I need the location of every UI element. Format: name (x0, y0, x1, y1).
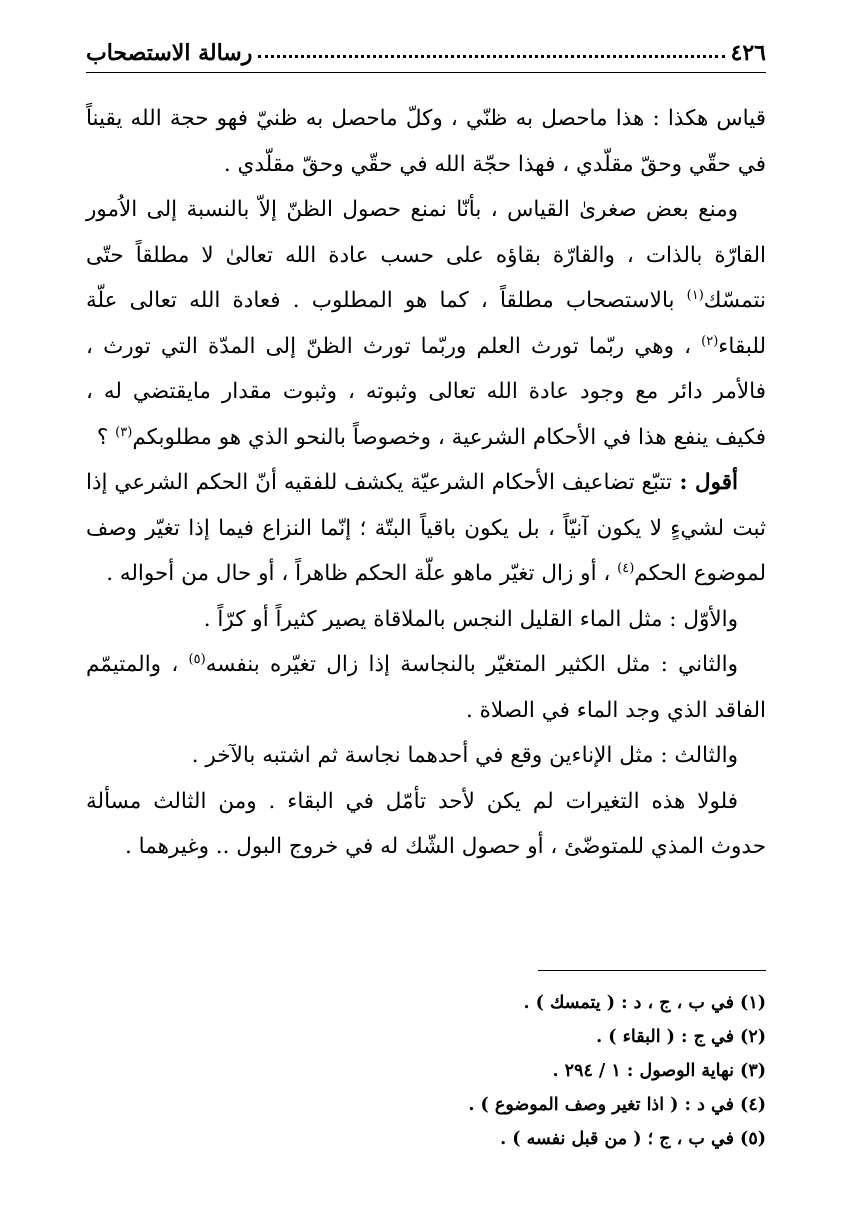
paragraph (86, 597, 766, 643)
paragraph (86, 96, 766, 187)
paragraph (86, 642, 766, 733)
footnote: (٢) في ج : ( البقاء ) . (596, 1027, 766, 1047)
paragraph (86, 187, 766, 460)
paragraph-text: والثالث : مثل الإناءين وقع في أحدهما نجاسة ثم اشتبه بالآخر . (191, 743, 738, 768)
footnote: (٤) في د : ( اذا تغير وصف الموضوع ) . (468, 1095, 766, 1115)
footnote: (٣) نهاية الوصول : ١ / ٢٩٤ . (552, 1061, 766, 1081)
paragraph-text: تتبّع تضاعيف الأحكام الشرعيّة يكشف للفقيه أنّ الحكم الشرعي إذا ثبت لشيءٍ لا يكون آنيّاً ، بل يكون باقياً البتّة ؛ إنّما النزاع فيما إذا تغيّر وصف لموضوع الحكم (86, 470, 766, 586)
footnote-reference: (٢) (701, 333, 719, 349)
footnote-separator (538, 970, 766, 971)
paragraph-text: فلولا هذه التغيرات لم يكن لأحد تأمّل في البقاء . ومن الثالث مسألة حدوث المذي للمتوضّئ ، أو حصول الشّك له في خروج البول .. وغيرهما . (86, 788, 766, 859)
footnotes (86, 986, 766, 1156)
running-title: رسالة الاستصحاب (86, 40, 253, 66)
header-rule (86, 72, 766, 73)
lead-keyword: أقول : (671, 470, 738, 495)
running-header (86, 30, 766, 66)
header-leader-dots (258, 54, 724, 58)
footnote: (٥) في ب ، ج ؛ ( من قبل نفسه ) . (500, 1129, 766, 1149)
footnote-reference: (٣) (115, 424, 133, 440)
footnote: (١) في ب ، ج ، د : ( يتمسك ) . (523, 993, 766, 1013)
paragraph (86, 733, 766, 779)
paragraph-text: ومنع بعض صغرىٰ القياس ، بأنّا نمنع حصول الظنّ إلاّ بالنسبة إلى الاُمور القارّة بالذات ، والقارّة بقاؤه على حسب عادة الله تعالىٰ لا مطلقاً حتّى نتمسّك (86, 197, 766, 313)
page-number: ٤٢٦ (730, 40, 766, 66)
paragraph-text: ، أو زال تغيّر ماهو علّة الحكم ظاهراً ، أو حال من أحواله . (106, 561, 618, 586)
paragraph-text: قياس هكذا : هذا ماحصل به ظنّي ، وكلّ ماحصل به ظنيّ فهو حجة الله يقيناً في حقّي وحقّ مقلّدي ، فهذا حجّة الله في حقّي وحقّ مقلّدي . (86, 106, 766, 177)
paragraph-text: ، والمتيمّم الفاقد الذي وجد الماء في الصلاة . (86, 652, 766, 723)
paragraph (86, 779, 766, 870)
paragraph (86, 460, 766, 597)
footnote-reference: (٤) (617, 560, 635, 576)
paragraph-text: بالاستصحاب مطلقاً ، كما هو المطلوب . فعادة الله تعالى علّة للبقاء (86, 288, 766, 359)
paragraph-text: والأوّل : مثل الماء القليل النجس بالملاقاة يصير كثيراً أو كرّاً . (203, 606, 738, 632)
paragraph-text: ؟ (96, 424, 116, 450)
footnote-reference: (١) (686, 287, 704, 303)
footnote-reference: (٥) (188, 651, 206, 667)
body-text (86, 96, 766, 870)
paragraph-text: ، وهي ربّما تورث العلم وربّما تورث الظنّ إلى المدّة التي تورث ، فالأمر دائر مع وجود عادة الله تعالى وثبوته ، وثبوت مقدار مايقتضي له ، فكيف ينفع هذا في الأحكام الشرعية ، وخصوصاً بالنحو الذي هو مطلوبكم (86, 333, 766, 450)
paragraph-text: والثاني : مثل الكثير المتغيّر بالنجاسة إذا زال تغيّره بنفسه (205, 652, 738, 677)
